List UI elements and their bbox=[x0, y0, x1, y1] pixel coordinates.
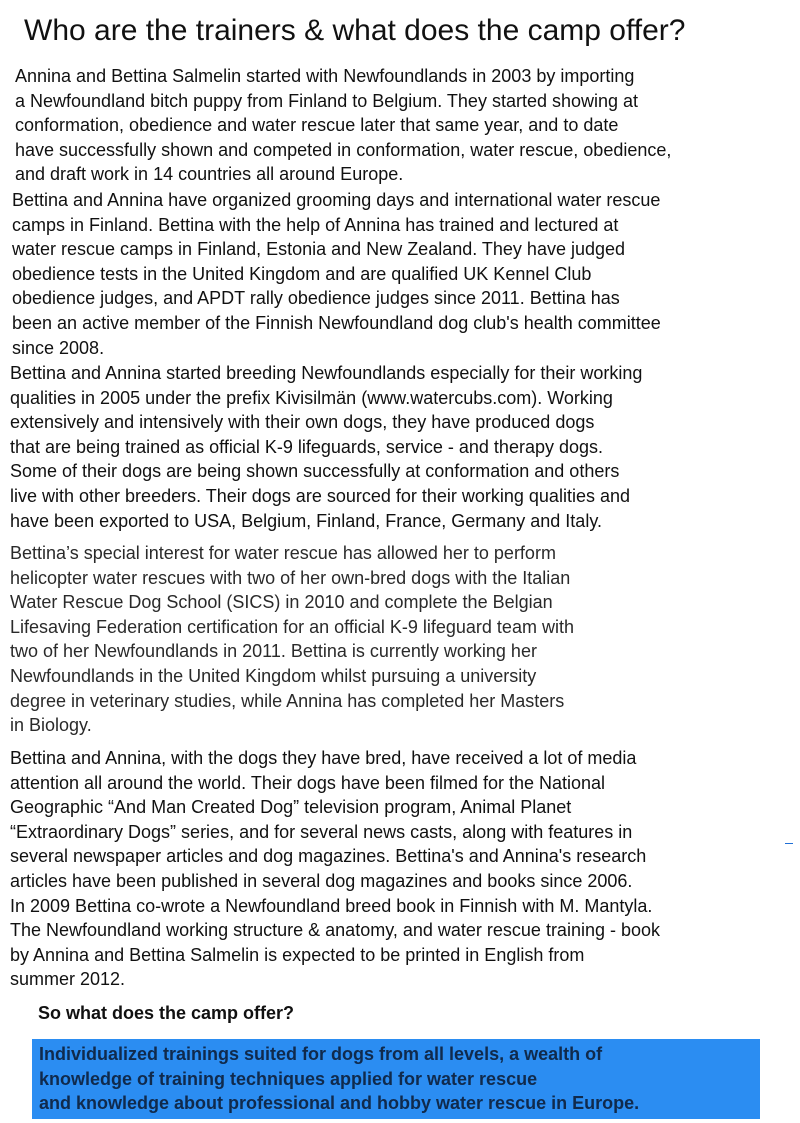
text-line: two of her Newfoundlands in 2011. Bettina is currently working her bbox=[10, 641, 537, 662]
text-line: qualities in 2005 under the prefix Kivisilmän (www.watercubs.com). Working bbox=[10, 387, 613, 408]
text-line: Lifesaving Federation certification for an official K-9 lifeguard team with bbox=[10, 616, 574, 637]
text-line: obedience tests in the United Kingdom and are qualified UK Kennel Club bbox=[12, 263, 592, 284]
text-line: that are being trained as official K-9 lifeguards, service - and therapy dogs. bbox=[10, 436, 604, 457]
text-line: Some of their dogs are being shown successfully at conformation and others bbox=[10, 461, 620, 482]
text-line: and draft work in 14 countries all around Europe. bbox=[15, 164, 404, 185]
text-line: In 2009 Bettina co-wrote a Newfoundland breed book in Finnish with M. Mantyla. bbox=[10, 895, 653, 916]
water-rescue-paragraph bbox=[10, 541, 574, 738]
text-line: articles have been published in several dog magazines and books since 2006. bbox=[10, 870, 633, 891]
offer-line: Individualized trainings suited for dogs from all levels, a wealth of bbox=[39, 1044, 603, 1064]
text-line: attention all around the world. Their dogs have been filmed for the National bbox=[10, 772, 606, 793]
trainers-intro-paragraph bbox=[15, 64, 671, 187]
text-line: camps in Finland. Bettina with the help of Annina has trained and lectured at bbox=[12, 214, 619, 235]
text-line: Bettina and Annina started breeding Newfoundlands especially for their working bbox=[10, 363, 643, 383]
text-line: obedience judges, and APDT rally obedience judges since 2011. Bettina has bbox=[12, 288, 620, 309]
text-line: water rescue camps in Finland, Estonia and New Zealand. They have judged bbox=[12, 239, 626, 260]
text-line: since 2008. bbox=[12, 337, 105, 358]
text-line: Annina and Bettina Salmelin started with Newfoundlands in 2003 by importing bbox=[15, 66, 635, 86]
text-line: Bettina’s special interest for water rescue has allowed her to perform bbox=[10, 543, 556, 563]
camps-and-judging-paragraph bbox=[12, 188, 661, 360]
text-line: “Extraordinary Dogs” series, and for several news casts, along with features in bbox=[10, 821, 633, 842]
text-line: Water Rescue Dog School (SICS) in 2010 and complete the Belgian bbox=[10, 592, 553, 613]
text-line: have successfully shown and competed in conformation, water rescue, obedience, bbox=[15, 139, 672, 160]
text-line: have been exported to USA, Belgium, Finland, France, Germany and Italy. bbox=[10, 510, 602, 531]
text-line: in Biology. bbox=[10, 715, 92, 736]
offer-line: and knowledge about professional and hobby water rescue in Europe. bbox=[39, 1093, 640, 1113]
text-line: extensively and intensively with their own dogs, they have produced dogs bbox=[10, 412, 595, 433]
page-title: Who are the trainers & what does the camp offer? bbox=[24, 14, 686, 47]
text-line: summer 2012. bbox=[10, 969, 126, 990]
breeding-paragraph bbox=[10, 361, 642, 533]
text-line: Newfoundlands in the United Kingdom whilst pursuing a university bbox=[10, 665, 537, 686]
text-line: Bettina and Annina, with the dogs they have bred, have received a lot of media bbox=[10, 748, 637, 768]
media-paragraph bbox=[10, 746, 660, 992]
text-line: several newspaper articles and dog magazines. Bettina's and Annina's research bbox=[10, 846, 647, 867]
text-line: live with other breeders. Their dogs are sourced for their working qualities and bbox=[10, 485, 630, 506]
stray-underline-mark bbox=[785, 843, 793, 844]
text-line: Bettina and Annina have organized grooming days and international water rescue bbox=[12, 190, 661, 210]
text-line: helicopter water rescues with two of her own-bred dogs with the Italian bbox=[10, 567, 571, 588]
text-line: by Annina and Bettina Salmelin is expected to be printed in English from bbox=[10, 944, 585, 965]
text-line: been an active member of the Finnish Newfoundland dog club's health committee bbox=[12, 312, 661, 333]
text-line: a Newfoundland bitch puppy from Finland to Belgium. They started showing at bbox=[15, 90, 639, 111]
text-line: degree in veterinary studies, while Annina has completed her Masters bbox=[10, 690, 565, 711]
text-line: The Newfoundland working structure & anatomy, and water rescue training - book bbox=[10, 920, 661, 941]
offer-heading: So what does the camp offer? bbox=[38, 1003, 295, 1023]
text-line: conformation, obedience and water rescue later that same year, and to date bbox=[15, 115, 619, 136]
text-line: Geographic “And Man Created Dog” television program, Animal Planet bbox=[10, 797, 572, 818]
offer-line: knowledge of training techniques applied for water rescue bbox=[39, 1068, 538, 1089]
offer-highlight-box bbox=[32, 1039, 760, 1119]
